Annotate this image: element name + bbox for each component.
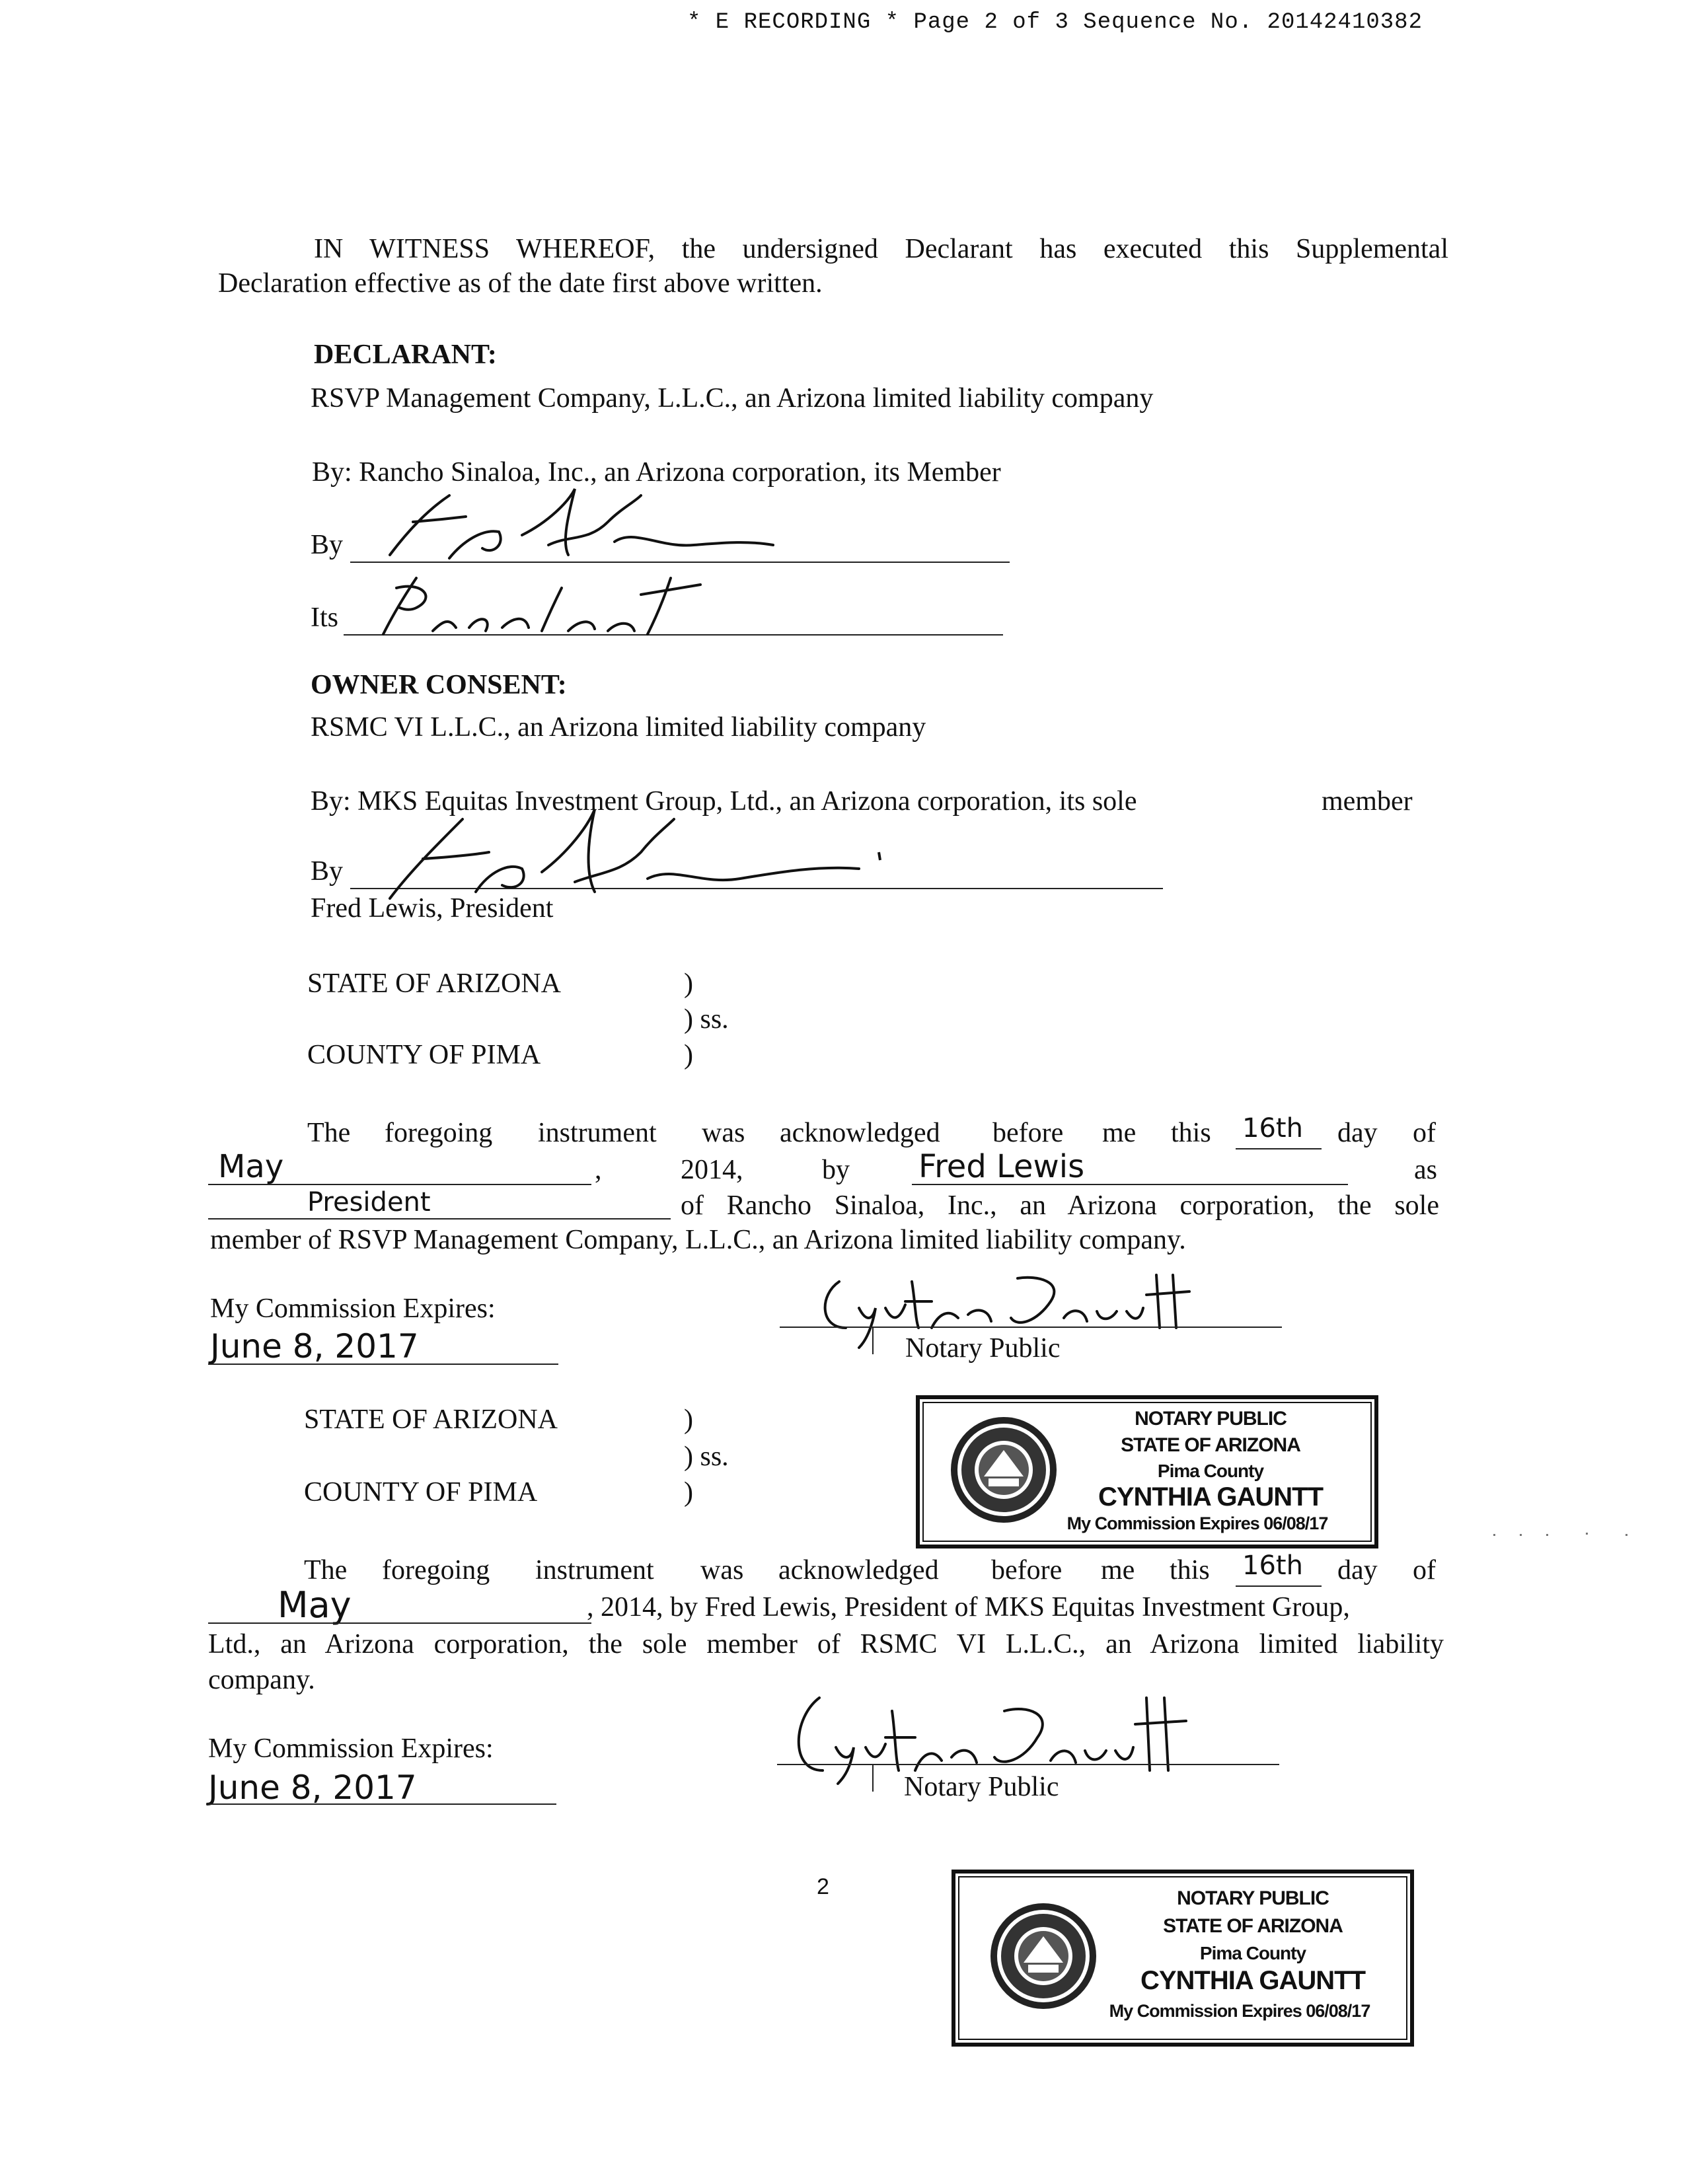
ack1-year: 2014, xyxy=(681,1155,743,1185)
ack1-day-line xyxy=(1236,1148,1322,1149)
ack2-day: day xyxy=(1337,1555,1378,1585)
ack1-was: was xyxy=(702,1118,745,1148)
ack2-before: before xyxy=(991,1555,1063,1585)
stamp1-line-2: STATE OF ARIZONA xyxy=(1121,1434,1300,1456)
owner-heading: OWNER CONSENT: xyxy=(311,670,567,700)
recording-header: * E RECORDING * Page 2 of 3 Sequence No. 20142410382 xyxy=(687,10,1423,35)
ack2-me: me xyxy=(1101,1555,1135,1585)
commission1-notary: Notary Public xyxy=(905,1333,1061,1364)
venue1-paren-open: ) xyxy=(684,968,693,999)
scan-speck xyxy=(1520,1534,1522,1536)
ack2-this: this xyxy=(1170,1555,1210,1585)
commission2-date-line xyxy=(206,1803,556,1805)
declarant-by-line: By: Rancho Sinaloa, Inc., an Arizona corporation, its Member xyxy=(312,457,1001,488)
ack1-this: this xyxy=(1171,1118,1211,1148)
ack1-foregoing: foregoing xyxy=(385,1118,493,1148)
venue2-ss: ) ss. xyxy=(684,1441,729,1472)
commission2-notary: Notary Public xyxy=(904,1772,1059,1802)
ack1-title-hand: President xyxy=(307,1187,431,1218)
ack2-line-4: company. xyxy=(208,1665,315,1695)
page-number: 2 xyxy=(817,1874,829,1899)
ack2-foregoing: foregoing xyxy=(382,1555,490,1585)
scan-speck xyxy=(1493,1534,1495,1536)
ack1-of: of xyxy=(1413,1118,1436,1148)
notary-tick-1 xyxy=(872,1328,874,1354)
stamp2-line-2: STATE OF ARIZONA xyxy=(1163,1915,1343,1937)
ack1-by: by xyxy=(822,1155,850,1185)
ack1-day: day xyxy=(1337,1118,1378,1148)
owner-by-line-end: member xyxy=(1322,786,1413,817)
stamp2-line-5: My Commission Expires 06/08/17 xyxy=(1109,2001,1370,2021)
venue1-state: STATE OF ARIZONA xyxy=(307,968,561,999)
venue2-paren-open: ) xyxy=(684,1404,693,1435)
ack1-line-3: of Rancho Sinaloa, Inc., an Arizona corporation, the sole xyxy=(681,1190,1439,1221)
venue1-ss: ) ss. xyxy=(684,1004,729,1035)
commission1-label: My Commission Expires: xyxy=(210,1293,496,1324)
stamp2-line-1: NOTARY PUBLIC xyxy=(1177,1887,1329,1909)
commission1-date-line xyxy=(208,1364,558,1365)
notary-signature-2 xyxy=(773,1685,1196,1784)
ack2-month-line xyxy=(208,1622,591,1624)
stamp1-line-1: NOTARY PUBLIC xyxy=(1135,1408,1287,1430)
venue1-paren-close: ) xyxy=(684,1040,693,1070)
ack1-name-hand: Fred Lewis xyxy=(918,1148,1085,1185)
venue2-paren-close: ) xyxy=(684,1477,693,1508)
venue2-county: COUNTY OF PIMA xyxy=(304,1477,538,1508)
scan-speck xyxy=(1586,1533,1588,1535)
arizona-seal-icon xyxy=(987,1900,1100,2012)
declarant-entity: RSVP Management Company, L.L.C., an Arizona limited liability company xyxy=(311,383,1154,414)
ack2-month-hand: May xyxy=(278,1584,352,1626)
ack2-was: was xyxy=(700,1555,744,1585)
stamp1-line-3: Pima County xyxy=(1157,1461,1264,1481)
notary-line-1 xyxy=(780,1327,1282,1328)
owner-by-line: By: MKS Equitas Investment Group, Ltd., an Arizona corporation, its sole xyxy=(311,786,1137,817)
scan-speck xyxy=(1546,1534,1548,1536)
arizona-seal-icon xyxy=(948,1414,1060,1526)
ack2-day-hand: 16th xyxy=(1242,1550,1303,1581)
stamp1-line-4: CYNTHIA GAUNTT xyxy=(1098,1482,1324,1511)
ack1-as: as xyxy=(1414,1155,1437,1185)
notary-stamp-1 xyxy=(916,1395,1378,1548)
ack2-the: The xyxy=(304,1555,348,1585)
ack1-line-4: member of RSVP Management Company, L.L.C., an Arizona limited liability company. xyxy=(210,1225,1186,1255)
ack2-acknowledged: acknowledged xyxy=(778,1555,939,1585)
stamp2-line-4: CYNTHIA GAUNTT xyxy=(1140,1966,1366,1995)
stamp1-line-5: My Commission Expires 06/08/17 xyxy=(1066,1513,1328,1533)
declarant-by-label: By xyxy=(311,530,344,560)
commission2-label: My Commission Expires: xyxy=(208,1733,494,1764)
commission1-date-hand: June 8, 2017 xyxy=(210,1327,419,1365)
ack1-title-line xyxy=(208,1218,671,1219)
ack1-me: me xyxy=(1102,1118,1137,1148)
declarant-its-label: Its xyxy=(311,602,338,633)
commission2-date-hand: June 8, 2017 xyxy=(208,1768,417,1807)
ack2-line-2: , 2014, by Fred Lewis, President of MKS Equitas Investment Group, xyxy=(587,1592,1350,1622)
ack2-instrument: instrument xyxy=(535,1555,654,1585)
ack2-day-line xyxy=(1236,1585,1322,1587)
witness-line-2: Declaration effective as of the date first above written. xyxy=(218,268,823,299)
ack1-month-hand: May xyxy=(218,1148,284,1185)
ack1-instrument: instrument xyxy=(538,1118,657,1148)
venue2-state: STATE OF ARIZONA xyxy=(304,1404,558,1435)
venue1-county: COUNTY OF PIMA xyxy=(307,1040,541,1070)
ack2-of: of xyxy=(1413,1555,1436,1585)
owner-by-label: By xyxy=(311,856,344,887)
ack1-comma: , xyxy=(595,1155,602,1185)
ack1-day-hand: 16th xyxy=(1242,1113,1303,1144)
notary-tick-2 xyxy=(872,1765,874,1792)
ack1-before: before xyxy=(992,1118,1064,1148)
ack1-name-line xyxy=(912,1184,1348,1185)
witness-line-1: IN WITNESS WHEREOF, the undersigned Declarant has executed this Supplemental xyxy=(314,234,1448,264)
ack1-the: The xyxy=(307,1118,351,1148)
declarant-its-handwriting xyxy=(370,568,714,647)
owner-signer: Fred Lewis, President xyxy=(311,893,554,924)
notary-line-2 xyxy=(777,1764,1279,1765)
declarant-signature xyxy=(350,482,826,575)
scan-speck xyxy=(1625,1534,1627,1536)
ack1-month-line xyxy=(208,1184,591,1185)
ack1-acknowledged: acknowledged xyxy=(780,1118,940,1148)
declarant-heading: DECLARANT: xyxy=(314,340,497,370)
owner-entity: RSMC VI L.L.C., an Arizona limited liability company xyxy=(311,712,926,743)
notary-stamp-2 xyxy=(952,1870,1414,2047)
stamp2-line-3: Pima County xyxy=(1199,1943,1306,1963)
ack2-line-3: Ltd., an Arizona corporation, the sole member of RSMC VI L.L.C., an Arizona limited liability xyxy=(208,1629,1444,1659)
